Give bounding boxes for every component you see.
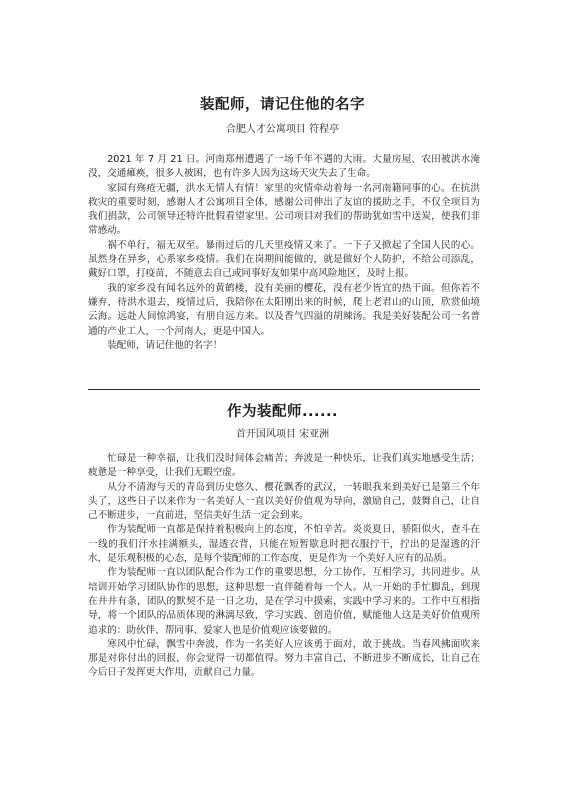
article1-body (88, 153, 480, 353)
article2-paragraph: 忙碌是一种幸福，让我们没时间体会痛苦；奔波是一种快乐，让我们真实地感受生活；疲惫是一种享受，让我们无暇空虚。 (88, 453, 480, 479)
article2-paragraph: 寒风中忙碌，飘雪中奔波，作为一名美好人应该勇于面对，敢于挑战。当春风拂面吹来那是对你付出的回报，你会觉得一切都值得。努力丰富自己，不断进步不断成长，让自己在今后日子发挥更大作用，贡献自己力量。 (88, 638, 480, 679)
article2-paragraph: 作为装配师一直都是保持着积极向上的态度，不怕辛苦。炎炎夏日，骄阳似火，查斗在一线的我们汗水挂满额头，湿透衣背，只能在短暂歇息时把衣服拧干，拧出的是湿透的汗水，是乐观积极的心态，是每个装配师的工作态度，更是作为一个美好人应有的品质。 (88, 524, 480, 565)
article1-paragraph: 祸不单行，福无双至。暴雨过后的几天里疫情又来了。一下子又掀起了全国人民的心。虽然身在异乡，心系家乡疫情。我们在岗期间能做的，就是做好个人防护，不给公司添乱，戴好口罩，打疫苗，不随意去自己或同事好友如果中高风险地区，及时上报。 (88, 239, 480, 280)
article2-byline: 首开国风项目 宋亚洲 (235, 429, 330, 440)
article2-title: 作为装配师...... (226, 404, 339, 420)
article1-paragraph: 2021 年 7 月 21 日。河南郑州遭遇了一场千年不遇的大雨。大量房屋、农田被洪水淹没，交通瘫痪，很多人被困，也有许多人因为这场天灾失去了生命。 (88, 154, 480, 180)
article1-paragraph: 家园有殇疮无疆，洪水无情人有情！家里的灾情牵动着每一名河南籍同事的心。在抗洪救灾的重要时刻，感谢人才公寓项目全体，感谢公司伸出了友谊的援助之手，不仅全项目为我们捐款，公司领导还特许批假看望家里。公司项目对我们的帮助犹如雪中送炭，使我们非常感动。 (88, 182, 480, 237)
article1-title: 装配师，请记住他的名字 (200, 97, 365, 113)
article1-paragraph: 装配师，请记住他的名字！ (107, 339, 223, 351)
article1-paragraph: 我的家乡没有闻名远外的黄鹤楼，没有美丽的樱花，没有老少皆宜的热干面。但你若不嫌弃，待洪水退去，疫情过后，我陪你在太阳刚出来的时候，爬上老君山的山顶，欣赏仙境云海。远赴人间惊鸿宴，有朋自远方来。以及香气四溢的胡辣汤。我是美好装配公司一名普通的产业工人，一个河南人，更是中国人。 (88, 282, 480, 337)
section-divider (88, 389, 480, 390)
article2-body (88, 452, 480, 681)
article2-paragraph: 作为装配师一直以团队配合作为工作的重要思想，分工协作，互相学习，共同进步。从培训开始学习团队协作的思想，这种思想一直伴随着每一个人。从一开始的手忙脚乱，到现在井井有条，团队的默契不是一日之功，是在学习中摸索，实践中学习来的。工作中互相指导，将一个团队的品质体现的淋漓尽致，学习实践、创造价值，赋能他人这是美好价值观所追求的：助伙伴、帮同事、爱家人也是价值观应该要做的。 (88, 567, 480, 636)
article2-paragraph: 从分不清海与天的青岛到历史悠久、樱花飘香的武汉，一转眼我来到美好已是第三个年头了，这些日子以来作为一名美好人一直以美好价值观为导向，激励自己，鼓舞自己，让自己不断进步，一直前进，坚信美好生活一定会到来。 (88, 481, 480, 522)
article1-byline: 合肥人才公寓项目 符程亭 (225, 124, 340, 135)
